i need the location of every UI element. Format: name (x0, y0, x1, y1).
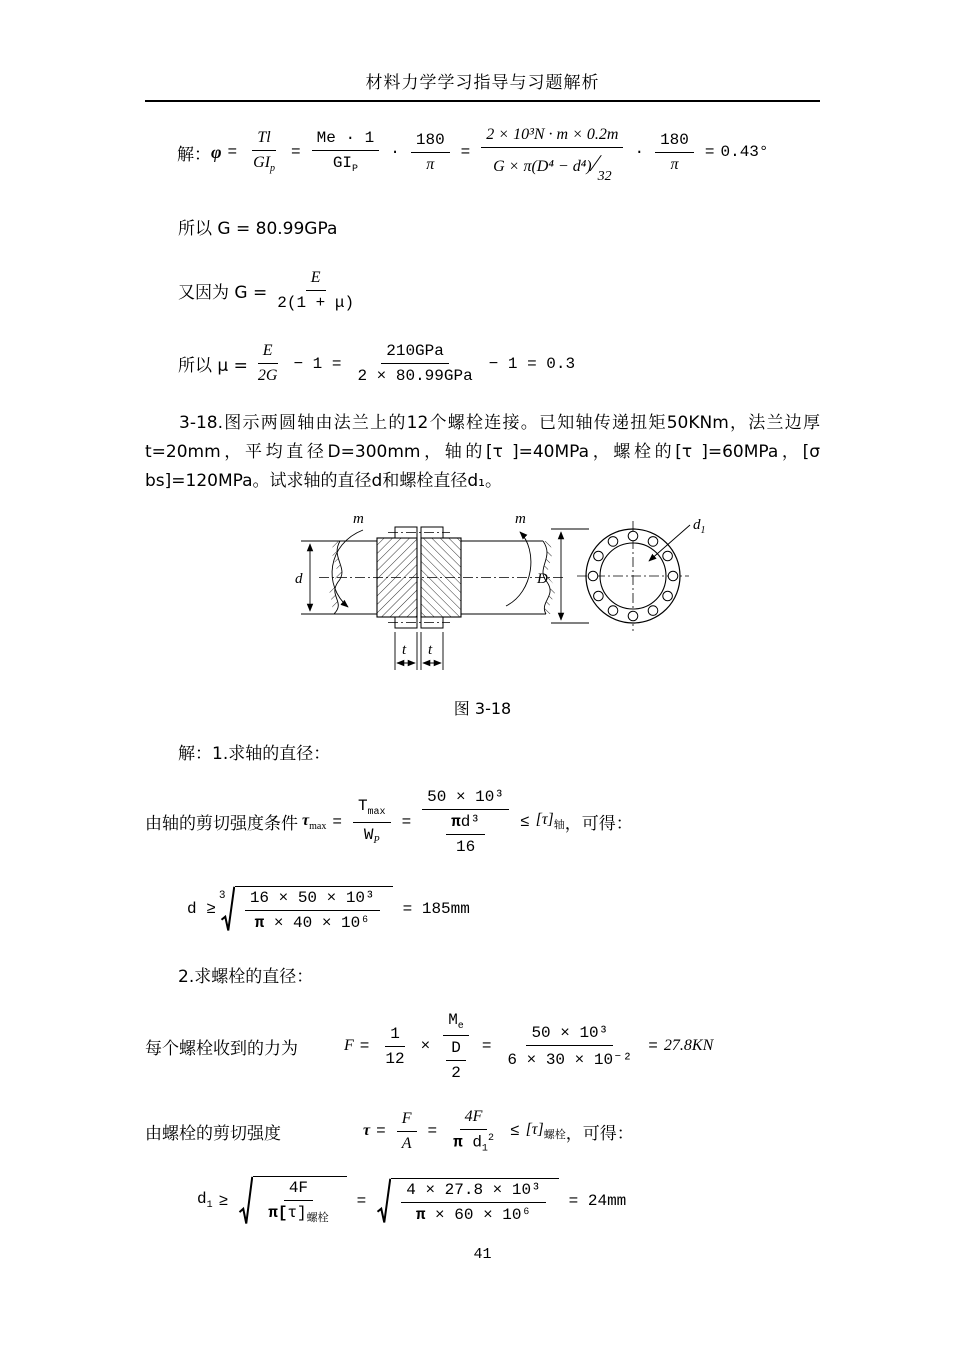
fraction-50e3-6x30: $\frac{\text{50 × 10³}}{\text{6 × 30 × 10⁻²}}$ (507, 1023, 633, 1069)
page-number: 41 (473, 1245, 492, 1263)
equals: = (227, 143, 238, 161)
equals: = (359, 1037, 370, 1056)
equation-phi (177, 126, 820, 184)
fraction-under-root: $\frac{\text{16 × 50 × 10³}}{\text{π × 40 × 10⁶}}$ (245, 889, 380, 932)
fraction-E: $\frac{E}{2(1 + \mu)}$ (277, 269, 355, 312)
fraction-pid3-16: $\frac{\text{πd³}}{16}$ (446, 813, 485, 856)
fraction-4F-pid1sq: $\frac{4F}{\pi d_1^2}$ (453, 1107, 494, 1155)
eq-label: 又因为 G = (178, 283, 268, 303)
figure-3-18 (293, 510, 820, 686)
eq-tail: ，可得： (564, 814, 633, 835)
equals: = (460, 143, 471, 161)
fraction-Tmax-WP: $\frac{T_{max}}{W_P}$ (353, 797, 391, 845)
problem-statement: 3-18.图示两圆轴由法兰上的12个螺栓连接。已知轴传递扭矩50KNm，法兰边厚t=20mm，平均直径D=300mm，轴的[τ ]=40MPa，螺栓的[τ ]=60MPa，[σ bs]=120MPa。试求轴的直径d和螺栓直径d₁。 (145, 413, 820, 491)
equation-mu (178, 342, 820, 385)
d-geq: d ≥ (187, 899, 216, 918)
equals: = (427, 1122, 438, 1141)
equals: = (648, 1037, 658, 1056)
eq-tail: ，可得： (565, 1123, 634, 1144)
fraction-under-root: $\frac{\text{4 × 27.8 × 10³}}{\text{π × 60 × 10⁶}}$ (401, 1181, 545, 1224)
fraction-F-A: $\frac{F}{A}$ (397, 1110, 417, 1153)
fraction-D-2: $\frac{D}{2}$ (446, 1039, 466, 1082)
result-value: = 185mm (402, 899, 470, 918)
page-header-title: 材料力学学习指导与习题解析 (365, 73, 600, 93)
tau-allow-shaft: $[\tau]_轴$ (535, 811, 565, 832)
fraction-numeric: $\frac{\text{2 × 10³N · m × 0.2m}}{\text{G × π(D⁴ − d⁴)∕32}}$ (481, 126, 623, 178)
solution1-heading: 解：1.求轴的直径： (178, 743, 331, 764)
eq-label: 所以 μ = (178, 356, 248, 376)
label-t-right: t (428, 641, 433, 658)
equation-d1 (197, 1176, 820, 1225)
equals: = (704, 143, 715, 161)
F-symbol: F (344, 1037, 354, 1055)
sqrt-symbolic (238, 1176, 346, 1225)
eq-label: 每个螺栓收到的力为 (145, 1038, 298, 1059)
tau-symbol: τ (363, 1122, 371, 1140)
eq-label: 由螺栓的剪切强度 (145, 1123, 281, 1144)
tau-allow-bolt: $[\tau]_{螺栓}$ (525, 1120, 566, 1141)
result-value: 0.43° (720, 143, 769, 161)
cube-root (220, 886, 393, 932)
sqrt-numeric (376, 1178, 558, 1224)
geq: ≥ (218, 1191, 229, 1210)
equals: = (332, 812, 342, 831)
eq-label: 解： (177, 144, 211, 165)
label-m-left: m (353, 510, 364, 527)
tau-max: $\tau_{max}$ (302, 811, 327, 832)
radical-sign (238, 1176, 253, 1225)
minus-one-equals: − 1 = (293, 354, 342, 373)
fraction-Tl-GIp: $\frac{Tl}{GI_p}$ (253, 129, 276, 175)
fraction-Me-D2: $\frac{M_e}{\frac{D}{2}}$ (441, 1011, 471, 1082)
equals: = (291, 143, 301, 161)
fraction-E-2G: $\frac{E}{2G}$ (257, 342, 278, 384)
equation-G (178, 269, 820, 312)
result-value: 27.8KN (663, 1037, 714, 1055)
eq-label: 由轴的剪切强度条件 (145, 814, 298, 835)
leq: ≤ (509, 1122, 520, 1141)
equals: = (376, 1122, 386, 1141)
label-D: D (537, 570, 548, 587)
root-index: 3 (218, 889, 226, 902)
equation-F (145, 1011, 820, 1082)
result-value: = 24mm (568, 1191, 627, 1210)
equals: = (356, 1191, 367, 1210)
fraction-180-pi: $\frac{180}{\pi}$ (411, 131, 450, 174)
cdot: · (390, 143, 400, 161)
label-d1: $d_1$ (693, 516, 706, 536)
figure-drawing (293, 510, 718, 682)
equation-d (187, 886, 820, 932)
phi-symbol: φ (211, 141, 222, 162)
result-value: − 1 = 0.3 (488, 354, 576, 373)
leq: ≤ (519, 812, 530, 831)
figure-caption: 图 3-18 (453, 698, 512, 718)
header-rule (145, 100, 820, 102)
label-t-left: t (402, 641, 407, 658)
radical-sign (376, 1178, 391, 1224)
fraction-Me-GIP: $\frac{Me \cdot 1}{GI_P}$ (312, 129, 380, 175)
equation-tau-bolt (145, 1108, 820, 1155)
fraction-50e3-pid3: $\frac{\text{50 × 10³}}{\frac{\text{πd³}}{16}}$ (422, 788, 509, 856)
fraction-180-pi: $\frac{180}{\pi}$ (655, 131, 694, 174)
times: × (420, 1037, 431, 1056)
fraction-1-12: $\frac{1}{12}$ (385, 1024, 405, 1068)
line-so-G: 所以 G = 80.99GPa (178, 219, 338, 239)
equation-tau-shaft (145, 788, 820, 856)
fraction-4F-pitau: $\frac{4F}{\pi[\tau]_{螺栓}}$ (268, 1179, 329, 1225)
equals: = (401, 812, 412, 831)
equals: = (481, 1037, 492, 1056)
fraction-210GPa: $\frac{\text{210GPa}}{\text{2 × 80.99GPa}}$ (357, 342, 473, 385)
label-d: d (295, 570, 303, 587)
solution2-heading: 2.求螺栓的直径： (178, 966, 314, 987)
label-m-right: m (515, 510, 526, 527)
cdot: · (634, 143, 645, 161)
slash: ∕ (593, 151, 598, 177)
d1-symbol: $d_1$ (197, 1190, 213, 1212)
